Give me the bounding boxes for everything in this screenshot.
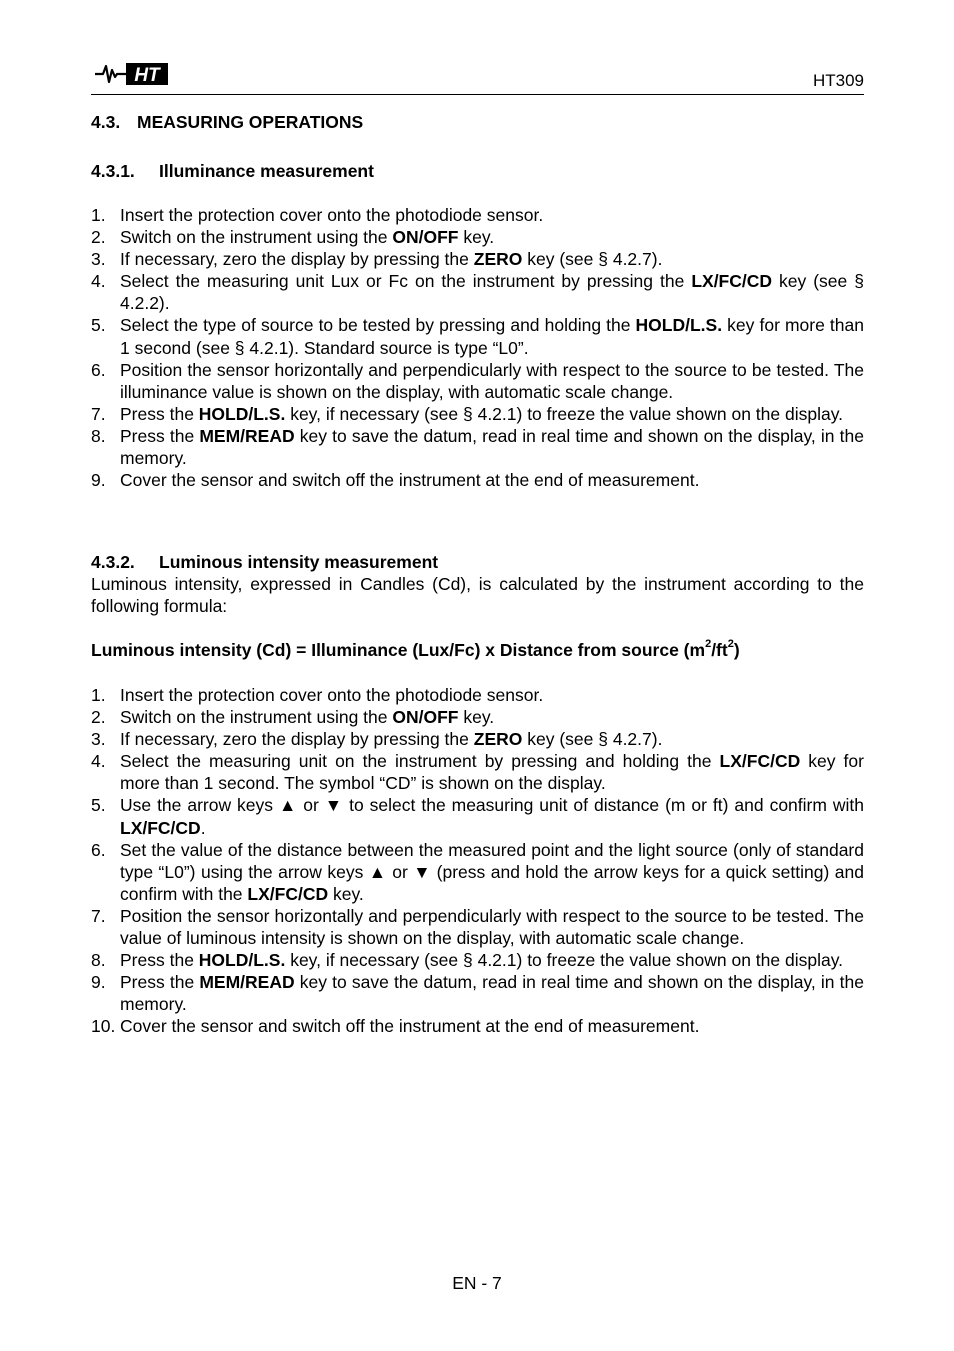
- subsection-heading-illuminance: [91, 161, 374, 182]
- list-item: [91, 204, 864, 226]
- step-text: Switch on the instrument using the: [120, 227, 393, 248]
- list-item: [91, 905, 864, 949]
- step-number: 1.: [91, 205, 106, 225]
- step-number: 7.: [91, 403, 106, 424]
- step-text: Position the sensor horizontally and perpendicularly with respect to the source to be tested. The illuminance value is shown on the display, with automatic scale change.: [120, 359, 864, 402]
- formula-mid: /ft: [711, 640, 728, 660]
- key-name: LX/FC/CD: [691, 271, 773, 292]
- list-item: [91, 226, 864, 248]
- step-text: Press the: [120, 403, 199, 424]
- list-item: [91, 469, 864, 491]
- ht-brand-logo: [93, 61, 171, 87]
- key-name: ZERO: [473, 249, 523, 270]
- step-number: 5.: [91, 315, 106, 336]
- step-number: 6.: [91, 359, 106, 380]
- key-name: ON/OFF: [392, 707, 459, 728]
- step-number: 7.: [91, 905, 106, 926]
- section-number: 4.3.: [91, 112, 121, 132]
- step-text: Select the measuring unit Lux or Fc on the instrument by pressing the: [120, 271, 692, 292]
- step-text: key.: [458, 227, 495, 248]
- list-item: [91, 1015, 864, 1037]
- key-name: MEM/READ: [199, 425, 295, 446]
- step-number: 9.: [91, 470, 106, 491]
- list-item: [91, 949, 864, 971]
- list-item: [91, 403, 864, 425]
- step-text: Press the: [120, 950, 199, 971]
- list-item: [91, 794, 864, 838]
- step-number: 10.: [91, 1016, 116, 1037]
- step-text: Select the type of source to be tested by pressing and holding the: [120, 315, 636, 336]
- step-number: 8.: [91, 425, 106, 446]
- step-text: If necessary, zero the display by pressing the: [120, 249, 474, 270]
- list-item: [91, 706, 864, 728]
- step-text: Switch on the instrument using the: [120, 707, 393, 728]
- step-text: Press the: [120, 425, 200, 446]
- list-item: [91, 314, 864, 358]
- step-text: Cover the sensor and switch off the instrument at the end of measurement.: [120, 470, 700, 491]
- list-item: [91, 728, 864, 750]
- key-name: HOLD/L.S.: [198, 950, 286, 971]
- subsection-title: Illuminance measurement: [159, 161, 374, 181]
- list-item: [91, 425, 864, 469]
- step-text: key (see § 4.2.7).: [522, 729, 663, 750]
- step-text: Insert the protection cover onto the photodiode sensor.: [120, 205, 544, 225]
- step-text: Cover the sensor and switch off the instrument at the end of measurement.: [120, 1016, 700, 1037]
- step-number: 5.: [91, 795, 106, 816]
- formula-main: Luminous intensity (Cd) = Illuminance (Lux/Fc) x Distance from source (m: [91, 640, 706, 660]
- key-name: LX/FC/CD: [247, 883, 329, 904]
- logo-text: HT: [134, 65, 160, 86]
- step-text: key (see § 4.2.7).: [522, 249, 663, 270]
- luminous-intensity-intro: [91, 573, 864, 617]
- step-number: 6.: [91, 839, 106, 860]
- list-item: [91, 839, 864, 905]
- key-name: MEM/READ: [199, 972, 295, 993]
- luminous-intensity-step-list: [91, 684, 864, 1038]
- model-name: HT309: [812, 71, 864, 90]
- step-number: 1.: [91, 685, 106, 705]
- list-item: [91, 750, 864, 794]
- step-text: key to save the datum, read in real time and shown on the display, in the memory.: [120, 972, 864, 1015]
- key-name: HOLD/L.S.: [635, 315, 723, 336]
- subsection-number: 4.3.1.: [91, 161, 135, 181]
- list-item: [91, 684, 864, 706]
- step-text: key for more than 1 second. The symbol “CD” is shown on the display.: [120, 751, 864, 794]
- step-number: 3.: [91, 729, 106, 750]
- step-text: Select the measuring unit on the instrument by pressing and holding the: [120, 751, 720, 772]
- list-item: [91, 248, 864, 270]
- intro-paragraph: Luminous intensity, expressed in Candles (Cd), is calculated by the instrument according to the following formula:: [91, 574, 864, 617]
- luminous-intensity-formula: [91, 637, 740, 661]
- subsection-heading-luminous-intensity: [91, 552, 438, 573]
- list-item: [91, 359, 864, 403]
- key-name: LX/FC/CD: [719, 751, 801, 772]
- subsection-title: Luminous intensity measurement: [159, 552, 439, 572]
- step-number: 2.: [91, 707, 106, 728]
- step-text: Insert the protection cover onto the photodiode sensor.: [120, 685, 544, 705]
- key-name: ZERO: [473, 729, 523, 750]
- step-text: If necessary, zero the display by pressing the: [120, 729, 474, 750]
- step-number: 4.: [91, 271, 106, 292]
- formula-exponent-m: 2: [705, 637, 712, 650]
- step-text: Position the sensor horizontally and perpendicularly with respect to the source to be tested. The value of luminous intensity is shown on the display, with automatic scale change.: [120, 905, 864, 949]
- step-text: key (see § 4.2.2).: [120, 271, 864, 314]
- key-name: HOLD/L.S.: [198, 403, 286, 424]
- subsection-number: 4.3.2.: [91, 552, 135, 572]
- step-number: 3.: [91, 249, 106, 270]
- key-name: ON/OFF: [392, 227, 459, 248]
- section-title: MEASURING OPERATIONS: [137, 112, 364, 132]
- illuminance-steps: [91, 204, 864, 491]
- formula-end: ): [733, 640, 740, 660]
- list-item: [91, 971, 864, 1015]
- step-text: key.: [458, 707, 495, 728]
- step-text: key, if necessary (see § 4.2.1) to freeze the value shown on the display.: [285, 403, 844, 424]
- page-number: EN - 7: [452, 1273, 502, 1293]
- step-text: key to save the datum, read in real time and shown on the display, in the memory.: [120, 425, 864, 469]
- illuminance-step-list: [91, 204, 864, 491]
- key-name: LX/FC/CD: [120, 817, 201, 838]
- step-number: 8.: [91, 950, 106, 971]
- step-number: 4.: [91, 751, 106, 772]
- step-text: .: [200, 817, 206, 838]
- step-text: key, if necessary (see § 4.2.1) to freeze the value shown on the display.: [285, 950, 844, 971]
- section-heading: [91, 112, 363, 133]
- luminous-intensity-steps: [91, 684, 864, 1038]
- step-number: 2.: [91, 227, 106, 248]
- step-text: Use the arrow keys ▲ or ▼ to select the measuring unit of distance (m or ft) and confirm with: [120, 795, 864, 816]
- list-item: [91, 270, 864, 314]
- formula-exponent-ft: 2: [727, 637, 734, 650]
- step-text: Press the: [120, 972, 200, 993]
- header-rule: [91, 94, 864, 95]
- step-text: key.: [328, 883, 364, 904]
- step-number: 9.: [91, 972, 106, 993]
- step-text: Set the value of the distance between the measured point and the light source (only of standard type “L0”) using the arrow keys ▲ or ▼ (press and hold the arrow keys for a quick setting) and confirm with the: [120, 839, 864, 904]
- step-text: key for more than 1 second (see § 4.2.1). Standard source is type “L0”.: [120, 315, 864, 358]
